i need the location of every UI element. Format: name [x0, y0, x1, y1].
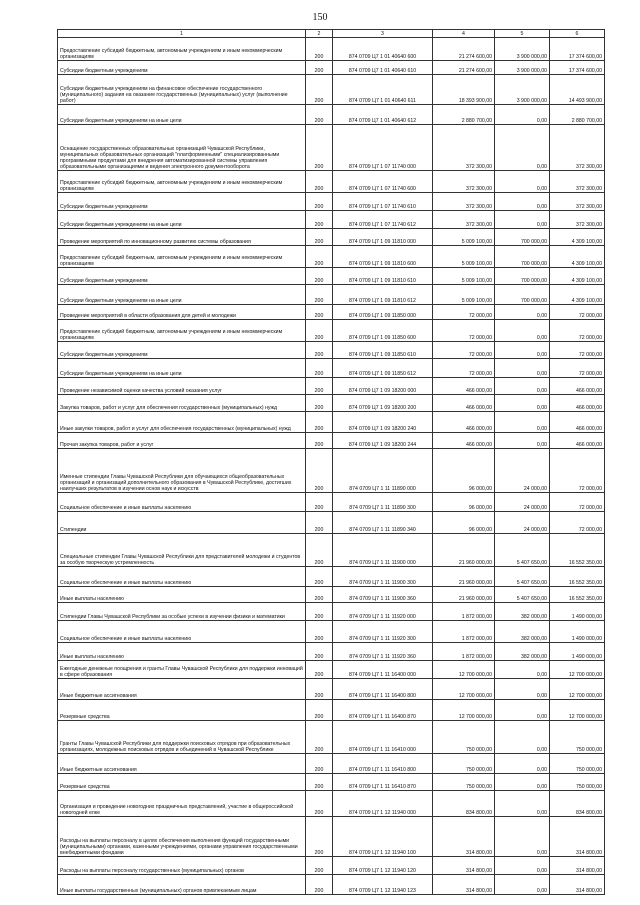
row-value-3-cell: 372 300,00: [550, 125, 605, 171]
row-value-3-cell: 1 490 000,00: [550, 603, 605, 621]
row-code-cell: 200: [306, 700, 333, 721]
row-kbk-cell: 874 0709 Ц7 1 11 16400 800: [333, 679, 433, 700]
row-value-2-cell: 5 407 650,00: [495, 534, 550, 567]
row-value-1-cell: 750 000,00: [433, 754, 495, 774]
row-kbk-cell: 874 0709 Ц7 1 09 18200 200: [333, 395, 433, 412]
row-code-cell: 200: [306, 817, 333, 857]
row-value-2-cell: 0,00: [495, 378, 550, 395]
row-code-cell: 200: [306, 305, 333, 320]
row-value-2-cell: 382 000,00: [495, 603, 550, 621]
row-name-cell: Социальное обеспечение и иные выплаты населению: [58, 567, 306, 587]
table-row: [58, 791, 605, 817]
row-code-cell: 200: [306, 567, 333, 587]
row-value-1-cell: 21 960 000,00: [433, 534, 495, 567]
row-name-cell: Ежегодные денежные поощрения и гранты Главы Чувашской Республики для поддержки инноваций в сфере образования: [58, 661, 306, 679]
row-kbk-cell: 874 0709 Ц7 1 07 11740 600: [333, 171, 433, 193]
row-name-cell: Субсидии бюджетным учреждениям: [58, 61, 306, 75]
row-kbk-cell: 874 0709 Ц7 1 12 11940 120: [333, 857, 433, 875]
row-value-2-cell: 5 407 650,00: [495, 567, 550, 587]
row-value-3-cell: 1 490 000,00: [550, 621, 605, 643]
table-row: [58, 171, 605, 193]
row-value-2-cell: 0,00: [495, 721, 550, 754]
row-name-cell: Иные выплаты государственных (муниципальных) органов привлекаемым лицам: [58, 875, 306, 895]
row-value-2-cell: 3 900 000,00: [495, 38, 550, 61]
row-kbk-cell: 874 0709 Ц7 1 09 11810 610: [333, 268, 433, 285]
row-value-3-cell: 72 000,00: [550, 342, 605, 359]
row-value-2-cell: 0,00: [495, 774, 550, 791]
table-row: [58, 774, 605, 791]
row-name-cell: Субсидии бюджетным учреждениям на иные цели: [58, 285, 306, 305]
row-value-2-cell: 0,00: [495, 433, 550, 449]
row-value-2-cell: 700 000,00: [495, 229, 550, 246]
table-row: [58, 246, 605, 268]
table-row: [58, 643, 605, 661]
column-header-3: 3: [333, 30, 433, 38]
row-kbk-cell: 874 0709 Ц7 1 01 40640 610: [333, 61, 433, 75]
row-value-3-cell: 14 493 900,00: [550, 75, 605, 105]
row-name-cell: Иные выплаты населению: [58, 643, 306, 661]
row-kbk-cell: 874 0709 Ц7 1 12 11940 123: [333, 875, 433, 895]
row-value-3-cell: 314 800,00: [550, 817, 605, 857]
row-value-3-cell: 466 000,00: [550, 395, 605, 412]
row-code-cell: 200: [306, 721, 333, 754]
row-value-2-cell: 0,00: [495, 661, 550, 679]
row-name-cell: Организация и проведение новогодних праздничных представлений, участие в общероссийской новогодней елке: [58, 791, 306, 817]
row-name-cell: Иные выплаты населению: [58, 587, 306, 603]
row-value-1-cell: 372 300,00: [433, 171, 495, 193]
table-row: [58, 493, 605, 512]
row-value-2-cell: 24 000,00: [495, 493, 550, 512]
row-kbk-cell: 874 0709 Ц7 1 09 11850 610: [333, 342, 433, 359]
table-row: [58, 268, 605, 285]
row-name-cell: Предоставление субсидий бюджетным, автономным учреждениям и иным некоммерческим организациям: [58, 246, 306, 268]
row-name-cell: Проведение независимой оценки качества условий оказания услуг: [58, 378, 306, 395]
row-value-2-cell: 0,00: [495, 320, 550, 342]
row-value-1-cell: 5 009 100,00: [433, 229, 495, 246]
row-value-1-cell: 750 000,00: [433, 721, 495, 754]
row-value-3-cell: 72 000,00: [550, 320, 605, 342]
row-kbk-cell: 874 0709 Ц7 1 09 18200 000: [333, 378, 433, 395]
row-value-2-cell: 0,00: [495, 791, 550, 817]
row-value-1-cell: 314 800,00: [433, 875, 495, 895]
row-code-cell: 200: [306, 661, 333, 679]
row-name-cell: Проведение мероприятий по инновационному развитию системы образования: [58, 229, 306, 246]
row-kbk-cell: 874 0709 Ц7 1 07 11740 612: [333, 211, 433, 229]
table-row: [58, 679, 605, 700]
row-kbk-cell: 874 0709 Ц7 1 07 11740 610: [333, 193, 433, 211]
row-value-3-cell: 4 309 100,00: [550, 246, 605, 268]
row-kbk-cell: 874 0709 Ц7 1 11 16410 800: [333, 754, 433, 774]
row-value-2-cell: 700 000,00: [495, 268, 550, 285]
row-name-cell: Иные бюджетные ассигнования: [58, 754, 306, 774]
row-kbk-cell: 874 0709 Ц7 1 11 11920 000: [333, 603, 433, 621]
row-name-cell: Стипендии Главы Чувашской Республики за особые успехи в изучении физики и математики: [58, 603, 306, 621]
row-kbk-cell: 874 0709 Ц7 1 11 16400 000: [333, 661, 433, 679]
row-name-cell: Расходы на выплаты персоналу государственных (муниципальных) органов: [58, 857, 306, 875]
row-code-cell: 200: [306, 125, 333, 171]
row-name-cell: Иные бюджетные ассигнования: [58, 679, 306, 700]
row-value-2-cell: 0,00: [495, 679, 550, 700]
row-value-1-cell: 21 960 000,00: [433, 587, 495, 603]
row-kbk-cell: 874 0709 Ц7 1 09 18200 240: [333, 412, 433, 433]
row-value-3-cell: 12 700 000,00: [550, 661, 605, 679]
row-value-1-cell: 18 393 900,00: [433, 75, 495, 105]
row-kbk-cell: 874 0709 Ц7 1 09 11810 000: [333, 229, 433, 246]
table-row: [58, 342, 605, 359]
table-row: [58, 229, 605, 246]
row-value-3-cell: 4 309 100,00: [550, 229, 605, 246]
row-value-3-cell: 372 300,00: [550, 193, 605, 211]
row-code-cell: 200: [306, 246, 333, 268]
table-row: [58, 721, 605, 754]
row-value-3-cell: 12 700 000,00: [550, 679, 605, 700]
table-row: [58, 817, 605, 857]
row-value-3-cell: 12 700 000,00: [550, 700, 605, 721]
row-value-2-cell: 0,00: [495, 105, 550, 125]
table-row: [58, 621, 605, 643]
table-row: [58, 700, 605, 721]
row-name-cell: Предоставление субсидий бюджетным, автономным учреждениям и иным некоммерческим организациям: [58, 38, 306, 61]
row-value-2-cell: 24 000,00: [495, 512, 550, 534]
row-value-1-cell: 72 000,00: [433, 320, 495, 342]
row-value-2-cell: 382 000,00: [495, 621, 550, 643]
row-name-cell: Социальное обеспечение и иные выплаты населению: [58, 621, 306, 643]
table-row: [58, 305, 605, 320]
row-name-cell: Субсидии бюджетным учреждениям на иные цели: [58, 359, 306, 378]
row-value-3-cell: 72 000,00: [550, 359, 605, 378]
row-value-2-cell: 3 900 000,00: [495, 75, 550, 105]
row-value-2-cell: 0,00: [495, 412, 550, 433]
row-value-2-cell: 0,00: [495, 305, 550, 320]
row-value-1-cell: 750 000,00: [433, 774, 495, 791]
row-value-1-cell: 21 274 600,00: [433, 38, 495, 61]
row-kbk-cell: 874 0709 Ц7 1 12 11940 100: [333, 817, 433, 857]
table-header-row: [58, 30, 605, 38]
column-header-5: 5: [495, 30, 550, 38]
row-value-2-cell: 0,00: [495, 754, 550, 774]
table-row: [58, 857, 605, 875]
table-row: [58, 75, 605, 105]
row-kbk-cell: 874 0709 Ц7 1 07 11740 000: [333, 125, 433, 171]
row-code-cell: 200: [306, 61, 333, 75]
row-code-cell: 200: [306, 412, 333, 433]
row-code-cell: 200: [306, 378, 333, 395]
row-value-1-cell: 72 000,00: [433, 305, 495, 320]
row-value-3-cell: 16 552 350,00: [550, 587, 605, 603]
row-code-cell: 200: [306, 38, 333, 61]
row-kbk-cell: 874 0709 Ц7 1 11 11890 340: [333, 512, 433, 534]
row-value-1-cell: 5 009 100,00: [433, 246, 495, 268]
row-value-1-cell: 5 009 100,00: [433, 268, 495, 285]
row-kbk-cell: 874 0709 Ц7 1 09 11850 000: [333, 305, 433, 320]
row-value-2-cell: 0,00: [495, 193, 550, 211]
table-row: [58, 512, 605, 534]
row-code-cell: 200: [306, 285, 333, 305]
table-row: [58, 412, 605, 433]
row-name-cell: Именные стипендии Главы Чувашской Республики для обучающихся общеобразовательных организаций и организаций дополнительного образования в Чувашской Республике, достигших наилучших результатов в изучении основ наук и искусств: [58, 449, 306, 493]
table-row: [58, 105, 605, 125]
row-kbk-cell: 874 0709 Ц7 1 01 40640 600: [333, 38, 433, 61]
row-value-1-cell: 96 000,00: [433, 512, 495, 534]
row-kbk-cell: 874 0709 Ц7 1 09 11810 612: [333, 285, 433, 305]
row-value-3-cell: 314 800,00: [550, 875, 605, 895]
row-code-cell: 200: [306, 587, 333, 603]
row-code-cell: 200: [306, 359, 333, 378]
row-code-cell: 200: [306, 229, 333, 246]
row-value-2-cell: 0,00: [495, 395, 550, 412]
row-code-cell: 200: [306, 342, 333, 359]
row-value-3-cell: 4 309 100,00: [550, 285, 605, 305]
column-header-1: 1: [58, 30, 306, 38]
row-value-1-cell: 314 800,00: [433, 857, 495, 875]
table-row: [58, 320, 605, 342]
row-code-cell: 200: [306, 857, 333, 875]
table-row: [58, 395, 605, 412]
row-value-3-cell: 17 374 600,00: [550, 38, 605, 61]
row-value-1-cell: 466 000,00: [433, 412, 495, 433]
row-code-cell: 200: [306, 171, 333, 193]
row-value-3-cell: 750 000,00: [550, 774, 605, 791]
row-value-3-cell: 1 490 000,00: [550, 643, 605, 661]
row-value-1-cell: 466 000,00: [433, 395, 495, 412]
row-name-cell: Проведение мероприятий в области образования для детей и молодежи: [58, 305, 306, 320]
row-value-1-cell: 372 300,00: [433, 125, 495, 171]
row-name-cell: Субсидии бюджетным учреждениям: [58, 193, 306, 211]
row-code-cell: 200: [306, 512, 333, 534]
row-value-3-cell: 750 000,00: [550, 754, 605, 774]
row-value-3-cell: 834 800,00: [550, 791, 605, 817]
table-row: [58, 193, 605, 211]
table-row: [58, 875, 605, 895]
row-value-2-cell: 0,00: [495, 359, 550, 378]
row-value-3-cell: 372 300,00: [550, 211, 605, 229]
row-value-1-cell: 12 700 000,00: [433, 700, 495, 721]
row-code-cell: 200: [306, 875, 333, 895]
row-kbk-cell: 874 0709 Ц7 1 11 11920 300: [333, 621, 433, 643]
row-code-cell: 200: [306, 774, 333, 791]
row-value-2-cell: 3 900 000,00: [495, 61, 550, 75]
row-code-cell: 200: [306, 679, 333, 700]
row-code-cell: 200: [306, 75, 333, 105]
row-value-3-cell: 72 000,00: [550, 449, 605, 493]
row-value-1-cell: 12 700 000,00: [433, 661, 495, 679]
table-row: [58, 38, 605, 61]
row-value-1-cell: 96 000,00: [433, 449, 495, 493]
row-value-3-cell: 466 000,00: [550, 412, 605, 433]
row-value-2-cell: 5 407 650,00: [495, 587, 550, 603]
row-code-cell: 200: [306, 433, 333, 449]
row-code-cell: 200: [306, 643, 333, 661]
row-name-cell: Иные закупки товаров, работ и услуг для обеспечения государственных (муниципальных) нужд: [58, 412, 306, 433]
row-kbk-cell: 874 0709 Ц7 1 11 11890 300: [333, 493, 433, 512]
row-code-cell: 200: [306, 449, 333, 493]
table-row: [58, 587, 605, 603]
row-value-3-cell: 72 000,00: [550, 493, 605, 512]
row-code-cell: 200: [306, 534, 333, 567]
row-value-3-cell: 466 000,00: [550, 433, 605, 449]
row-value-2-cell: 700 000,00: [495, 285, 550, 305]
row-code-cell: 200: [306, 320, 333, 342]
row-value-3-cell: 16 552 350,00: [550, 534, 605, 567]
row-value-2-cell: 700 000,00: [495, 246, 550, 268]
row-value-3-cell: 372 300,00: [550, 171, 605, 193]
row-name-cell: Специальные стипендии Главы Чувашской Республики для представителей молодежи и студентов за особую творческую устремленность: [58, 534, 306, 567]
row-kbk-cell: 874 0709 Ц7 1 09 11810 600: [333, 246, 433, 268]
row-code-cell: 200: [306, 603, 333, 621]
row-kbk-cell: 874 0709 Ц7 1 11 11890 000: [333, 449, 433, 493]
row-kbk-cell: 874 0709 Ц7 1 11 11900 300: [333, 567, 433, 587]
row-name-cell: Субсидии бюджетным учреждениям на иные цели: [58, 105, 306, 125]
row-name-cell: Социальное обеспечение и иные выплаты населению: [58, 493, 306, 512]
row-kbk-cell: 874 0709 Ц7 1 11 11920 360: [333, 643, 433, 661]
row-value-1-cell: 1 872 000,00: [433, 643, 495, 661]
row-value-1-cell: 466 000,00: [433, 433, 495, 449]
table-row: [58, 534, 605, 567]
row-name-cell: Субсидии бюджетным учреждениям: [58, 268, 306, 285]
row-code-cell: 200: [306, 211, 333, 229]
row-value-2-cell: 0,00: [495, 125, 550, 171]
row-name-cell: Субсидии бюджетным учреждениям на финансовое обеспечение государственного (муниципального) задания на оказание государственных (муниципальных) услуг (выполнение работ): [58, 75, 306, 105]
row-kbk-cell: 874 0709 Ц7 1 09 11850 600: [333, 320, 433, 342]
row-value-2-cell: 0,00: [495, 857, 550, 875]
row-name-cell: Резервные средства: [58, 774, 306, 791]
row-value-1-cell: 372 300,00: [433, 211, 495, 229]
row-name-cell: Прочая закупка товаров, работ и услуг: [58, 433, 306, 449]
row-code-cell: 200: [306, 105, 333, 125]
column-header-4: 4: [433, 30, 495, 38]
row-value-1-cell: 21 274 600,00: [433, 61, 495, 75]
row-code-cell: 200: [306, 754, 333, 774]
row-value-3-cell: 466 000,00: [550, 378, 605, 395]
row-name-cell: Гранты Главы Чувашской Республики для поддержки поисковых отрядов при образовательных организациях, молодежных поисковых отрядов и объединений в Чувашской Республике: [58, 721, 306, 754]
table-row: [58, 211, 605, 229]
row-name-cell: Предоставление субсидий бюджетным, автономным учреждениям и иным некоммерческим организациям: [58, 320, 306, 342]
row-value-3-cell: 2 880 700,00: [550, 105, 605, 125]
row-value-2-cell: 382 000,00: [495, 643, 550, 661]
row-value-1-cell: 5 009 100,00: [433, 285, 495, 305]
row-kbk-cell: 874 0709 Ц7 1 01 40640 612: [333, 105, 433, 125]
row-value-2-cell: 24 000,00: [495, 449, 550, 493]
row-value-1-cell: 834 800,00: [433, 791, 495, 817]
column-header-2: 2: [306, 30, 333, 38]
row-name-cell: Закупка товаров, работ и услуг для обеспечения государственных (муниципальных) нужд: [58, 395, 306, 412]
row-value-3-cell: 72 000,00: [550, 512, 605, 534]
row-value-2-cell: 0,00: [495, 171, 550, 193]
table-body: [58, 38, 605, 895]
row-value-1-cell: 1 872 000,00: [433, 603, 495, 621]
row-value-3-cell: 4 309 100,00: [550, 268, 605, 285]
row-value-3-cell: 16 552 350,00: [550, 567, 605, 587]
row-value-1-cell: 12 700 000,00: [433, 679, 495, 700]
row-name-cell: Стипендии: [58, 512, 306, 534]
row-kbk-cell: 874 0709 Ц7 1 09 18200 244: [333, 433, 433, 449]
budget-table: [57, 29, 605, 895]
row-value-1-cell: 466 000,00: [433, 378, 495, 395]
row-value-1-cell: 21 960 000,00: [433, 567, 495, 587]
table-row: [58, 285, 605, 305]
table-row: [58, 125, 605, 171]
table-row: [58, 359, 605, 378]
row-value-1-cell: 2 880 700,00: [433, 105, 495, 125]
table-row: [58, 754, 605, 774]
row-code-cell: 200: [306, 268, 333, 285]
row-value-2-cell: 0,00: [495, 817, 550, 857]
row-value-1-cell: 314 800,00: [433, 817, 495, 857]
table-row: [58, 378, 605, 395]
table-row: [58, 661, 605, 679]
row-name-cell: Расходы на выплаты персоналу в целях обеспечения выполнения функций государственными (муниципальными) органами, казенными учреждениями, органами управления государственными внебюджетными фондами: [58, 817, 306, 857]
row-kbk-cell: 874 0709 Ц7 1 11 11900 360: [333, 587, 433, 603]
row-name-cell: Субсидии бюджетным учреждениям на иные цели: [58, 211, 306, 229]
row-value-1-cell: 96 000,00: [433, 493, 495, 512]
row-name-cell: Субсидии бюджетным учреждениям: [58, 342, 306, 359]
row-name-cell: Оснащение государственных образовательных организаций Чувашской Республики, муниципальных образовательных организаций "платформенными" специализированными программными продуктами для внедрения автоматизированной системы управления образовательными организациями и ведения электронного документооборота: [58, 125, 306, 171]
column-header-6: 6: [550, 30, 605, 38]
row-kbk-cell: 874 0709 Ц7 1 11 16410 870: [333, 774, 433, 791]
row-value-3-cell: 17 374 600,00: [550, 61, 605, 75]
row-name-cell: Предоставление субсидий бюджетным, автономным учреждениям и иным некоммерческим организациям: [58, 171, 306, 193]
row-value-2-cell: 0,00: [495, 211, 550, 229]
row-value-1-cell: 1 872 000,00: [433, 621, 495, 643]
row-value-1-cell: 72 000,00: [433, 342, 495, 359]
row-name-cell: Резервные средства: [58, 700, 306, 721]
row-value-2-cell: 0,00: [495, 342, 550, 359]
page-number: 150: [312, 12, 328, 23]
row-value-2-cell: 0,00: [495, 700, 550, 721]
row-kbk-cell: 874 0709 Ц7 1 01 40640 611: [333, 75, 433, 105]
row-code-cell: 200: [306, 493, 333, 512]
table-row: [58, 567, 605, 587]
row-value-3-cell: 72 000,00: [550, 305, 605, 320]
row-value-1-cell: 372 300,00: [433, 193, 495, 211]
row-code-cell: 200: [306, 395, 333, 412]
table-row: [58, 61, 605, 75]
row-value-2-cell: 0,00: [495, 875, 550, 895]
table-row: [58, 433, 605, 449]
table-row: [58, 603, 605, 621]
row-value-3-cell: 314 800,00: [550, 857, 605, 875]
row-kbk-cell: 874 0709 Ц7 1 11 11900 000: [333, 534, 433, 567]
row-code-cell: 200: [306, 791, 333, 817]
row-code-cell: 200: [306, 193, 333, 211]
table-row: [58, 449, 605, 493]
row-code-cell: 200: [306, 621, 333, 643]
row-kbk-cell: 874 0709 Ц7 1 12 11940 000: [333, 791, 433, 817]
row-value-1-cell: 72 000,00: [433, 359, 495, 378]
row-kbk-cell: 874 0709 Ц7 1 11 16410 000: [333, 721, 433, 754]
row-kbk-cell: 874 0709 Ц7 1 09 11850 612: [333, 359, 433, 378]
row-kbk-cell: 874 0709 Ц7 1 11 16400 870: [333, 700, 433, 721]
row-value-3-cell: 750 000,00: [550, 721, 605, 754]
